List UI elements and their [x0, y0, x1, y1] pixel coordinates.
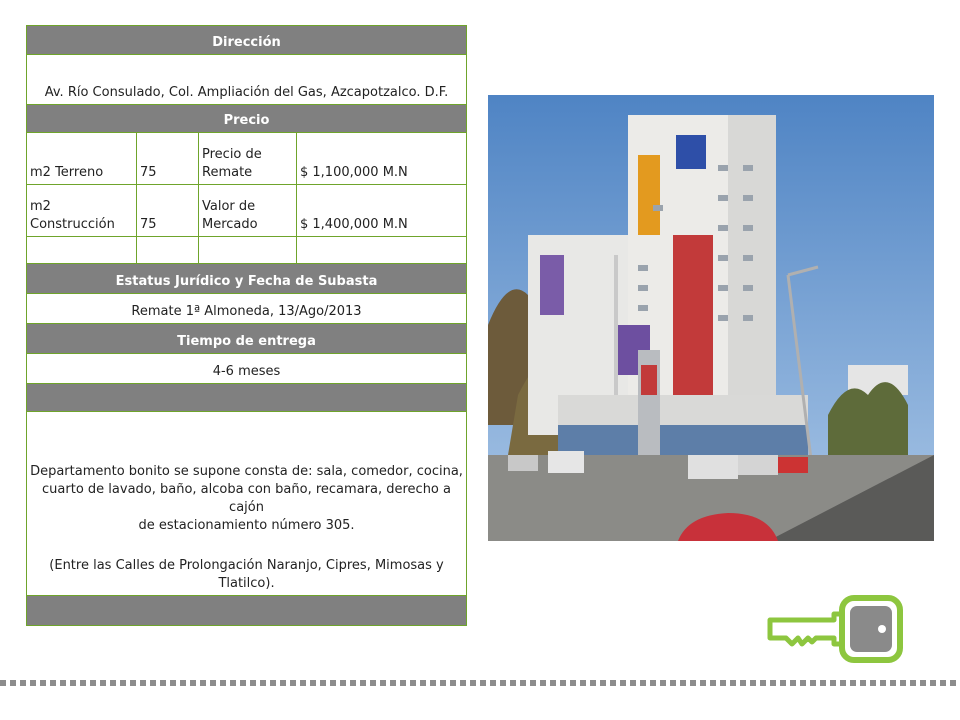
direccion-value: Av. Río Consulado, Col. Ampliación del Gas, Azcapotzalco. D.F. [27, 55, 467, 105]
valor-mercado-label: Valor de Mercado [199, 185, 297, 237]
property-info-table [26, 25, 467, 626]
description-row [27, 412, 467, 596]
precio-header: Precio [27, 105, 467, 133]
description-line: Departamento bonito se supone consta de: sala, comedor, cocina, cuarto de lavado, baño, alcoba con baño, recamara, derecho a cajón [30, 464, 463, 515]
blank-header-row [27, 384, 467, 412]
tiempo-header-row [27, 324, 467, 354]
estatus-value: Remate 1ª Almoneda, 13/Ago/2013 [27, 294, 467, 324]
empty-row [27, 237, 467, 264]
precio-remate-label: Precio de Remate [199, 133, 297, 185]
estatus-header-row [27, 264, 467, 294]
estatus-row [27, 294, 467, 324]
precio-row [27, 185, 467, 237]
direccion-header: Dirección [27, 26, 467, 55]
precio-row [27, 133, 467, 185]
tiempo-value: 4-6 meses [27, 354, 467, 384]
direccion-row [27, 55, 467, 105]
valor-mercado-value: $ 1,400,000 M.N [297, 185, 467, 237]
terreno-label: m2 Terreno [27, 133, 137, 185]
building-photo [488, 95, 934, 541]
construccion-label: m2 Construcción [27, 185, 137, 237]
precio-remate-value: $ 1,100,000 M.N [297, 133, 467, 185]
terreno-value: 75 [137, 133, 199, 185]
description-line: (Entre las Calles de Prolongación Naranjo, Cipres, Mimosas y Tlatilco). [49, 558, 444, 591]
direccion-header-row [27, 26, 467, 55]
description [27, 412, 467, 596]
footer-row [27, 596, 467, 626]
key-icon [764, 592, 906, 666]
description-line: de estacionamiento número 305. [138, 518, 355, 533]
tiempo-row [27, 354, 467, 384]
tiempo-header: Tiempo de entrega [27, 324, 467, 354]
construccion-value: 75 [137, 185, 199, 237]
estatus-header: Estatus Jurídico y Fecha de Subasta [27, 264, 467, 294]
precio-header-row [27, 105, 467, 133]
dotted-divider [0, 680, 960, 686]
